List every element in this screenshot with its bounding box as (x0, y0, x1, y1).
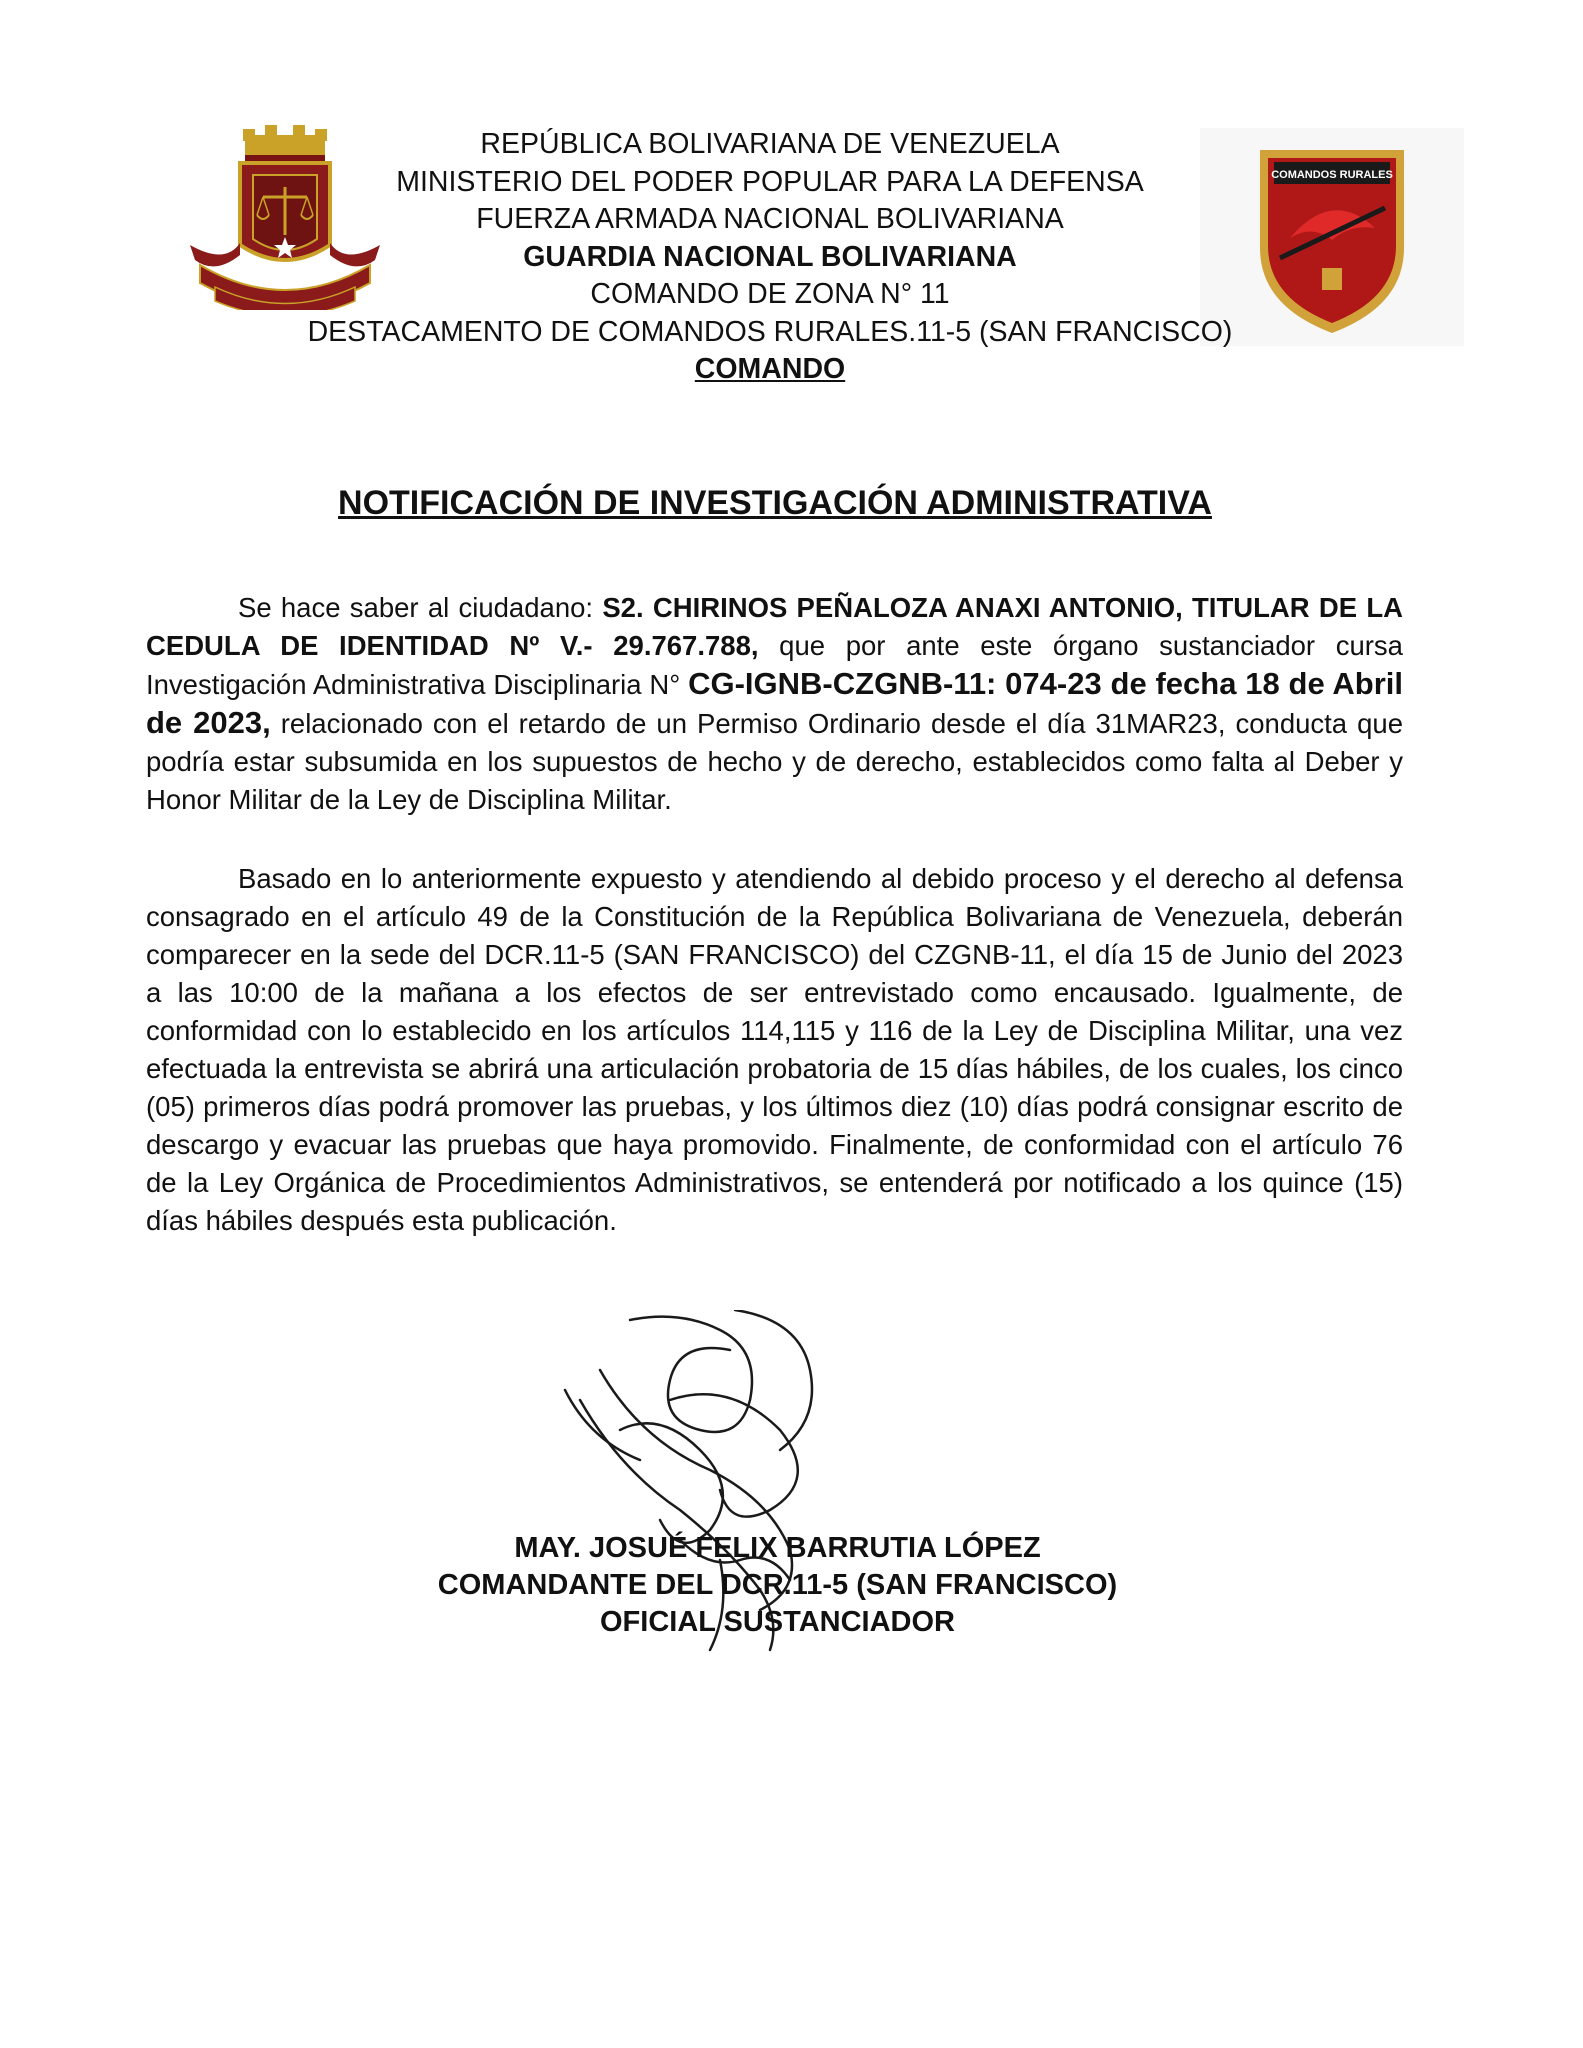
signature-block (300, 1530, 1255, 1641)
p1-text-intro: Se hace saber al ciudadano: (238, 592, 603, 623)
paragraph-summons (146, 860, 1403, 1240)
p1-citizen-identity: S2. CHIRINOS PEÑALOZA ANAXI ANTONIO, TITULAR DE LA CEDULA DE IDENTIDAD Nº V.- 29.767.788, (146, 592, 1403, 661)
header-guard: GUARDIA NACIONAL BOLIVARIANA (523, 240, 1017, 273)
document-title: NOTIFICACIÓN DE INVESTIGACIÓN ADMINISTRATIVA (338, 484, 1212, 522)
p1-text-middle: que por ante este órgano sustanciador cursa Investigación Administrativa Disciplinaria N° (146, 630, 1403, 700)
p1-case-number: CG-IGNB-CZGNB-11: 074-23 de fecha 18 de Abril de 2023, (146, 666, 1403, 740)
header-ministry: MINISTERIO DEL PODER POPULAR PARA LA DEFENSA (396, 165, 1144, 198)
header-armed-force: FUERZA ARMADA NACIONAL BOLIVARIANA (476, 203, 1064, 235)
header-detachment: DESTACAMENTO DE COMANDOS RURALES.11-5 (SAN FRANCISCO) (307, 315, 1233, 348)
document-header (300, 126, 1240, 389)
header-country: REPÚBLICA BOLIVARIANA DE VENEZUELA (480, 128, 1060, 160)
signatory-name: MAY. JOSUÉ FELIX BARRUTIA LÓPEZ (514, 1532, 1041, 1564)
paragraph-notification (146, 589, 1403, 819)
header-command: COMANDO (694, 353, 846, 385)
p2-text: Basado en lo anteriormente expuesto y atendiendo al debido proceso y el derecho al defensa consagrado en el artículo 49 de la Constitución de la República Bolivariana de Venezuela, deberán comparecer en la sede del DCR.11-5 (SAN FRANCISCO) del CZGNB-11, el día 15 de Junio del 2023 a las 10:00 de la mañana a los efectos de ser entrevistado como encausado. Igualmente, de conformidad con lo establecido en los artículos 114,115 y 116 de la Ley de Disciplina Militar, una vez efectuada la entrevista se abrirá una articulación probatoria de 15 días hábiles, de los cuales, los cinco (05) primeros días podrá promover las pruebas, y los últimos diez (10) días podrá consignar escrito de descargo y evacuar las pruebas que haya promovido. Finalmente, de conformidad con el artículo 76 de la Ley Orgánica de Procedimientos Administrativos, se entenderá por notificado a los quince (15) días hábiles después esta publicación. (146, 863, 1403, 1236)
signatory-position: COMANDANTE DEL DCR.11-5 (SAN FRANCISCO) (437, 1569, 1118, 1601)
p1-text-end: relacionado con el retardo de un Permiso Ordinario desde el día 31MAR23, conducta que podría estar subsumida en los supuestos de hecho y de derecho, establecidos como falta al Deber y Honor Militar de la Ley de Disciplina Militar. (146, 708, 1403, 815)
header-zone: COMANDO DE ZONA N° 11 (590, 278, 950, 310)
svg-text:COMANDOS RURALES: COMANDOS RURALES (1271, 169, 1393, 181)
signatory-role: OFICIAL SUSTANCIADOR (600, 1606, 955, 1638)
